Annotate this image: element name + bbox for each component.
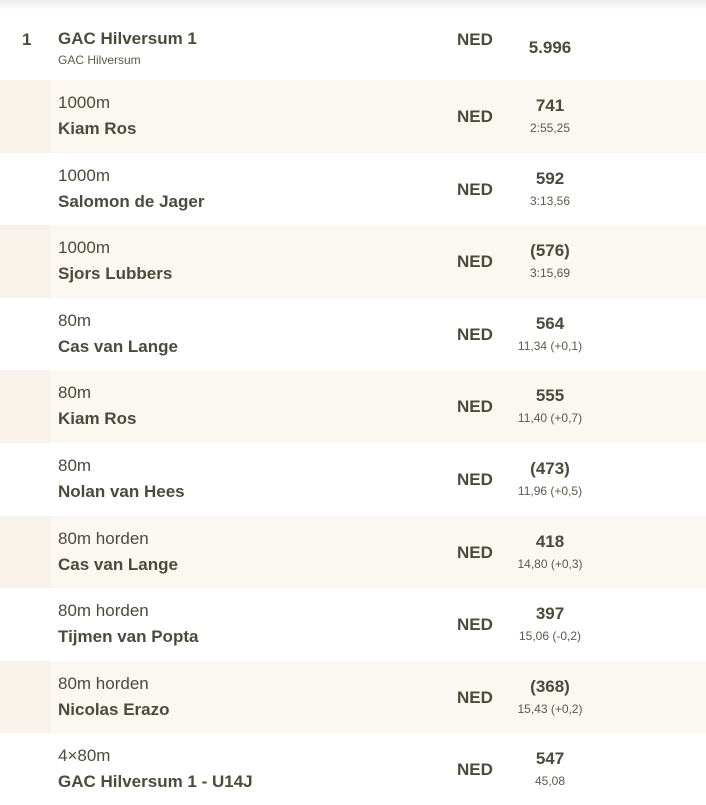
performance: 11,34 (+0,1) xyxy=(517,338,583,353)
result-row[interactable] xyxy=(0,370,706,443)
athlete-country: NED xyxy=(457,687,493,707)
event-name: 80m horden xyxy=(58,601,149,621)
team-country: NED xyxy=(457,30,493,49)
row-content xyxy=(50,443,706,516)
athlete-name[interactable]: Kiam Ros xyxy=(58,409,137,429)
row-content xyxy=(50,661,706,734)
points: (473) xyxy=(530,458,570,478)
result-row[interactable] xyxy=(0,443,706,516)
row-content xyxy=(50,153,706,226)
athlete-country: NED xyxy=(457,615,493,635)
event-name: 80m horden xyxy=(58,528,149,548)
result-row[interactable] xyxy=(0,225,706,298)
team-row[interactable] xyxy=(0,10,706,76)
athlete-name[interactable]: Nolan van Hees xyxy=(58,481,185,501)
points: 397 xyxy=(535,604,565,624)
row-gutter xyxy=(0,80,50,153)
row-gutter xyxy=(0,443,50,516)
event-name: 4×80m xyxy=(58,746,111,766)
row-gutter xyxy=(0,516,50,589)
athlete-name[interactable]: GAC Hilversum 1 - U14J xyxy=(58,772,253,792)
row-gutter xyxy=(0,370,50,443)
athlete-country: NED xyxy=(457,397,493,417)
event-name: 1000m xyxy=(58,238,110,258)
points: 592 xyxy=(535,168,565,188)
event-name: 80m horden xyxy=(58,673,149,693)
team-club: GAC Hilversum xyxy=(58,53,141,67)
points: 555 xyxy=(535,386,565,406)
row-content xyxy=(50,516,706,589)
athlete-country: NED xyxy=(457,469,493,489)
row-content xyxy=(50,80,706,153)
points: 547 xyxy=(535,749,565,769)
performance: 3:13,56 xyxy=(529,193,571,208)
points: (368) xyxy=(530,676,570,696)
points: 418 xyxy=(535,531,565,551)
performance: 45,08 xyxy=(534,774,566,789)
athlete-country: NED xyxy=(457,107,493,126)
result-row[interactable] xyxy=(0,80,706,153)
team-rank: 1 xyxy=(22,30,32,49)
row-content xyxy=(50,370,706,443)
event-name: 1000m xyxy=(58,93,110,112)
result-row[interactable] xyxy=(0,298,706,371)
team-name[interactable]: GAC Hilversum 1 xyxy=(58,29,197,48)
event-name: 1000m xyxy=(58,165,110,185)
athlete-name[interactable]: Tijmen van Popta xyxy=(58,627,199,647)
athlete-name[interactable]: Sjors Lubbers xyxy=(58,264,173,284)
athlete-country: NED xyxy=(457,179,493,199)
athlete-name[interactable]: Nicolas Erazo xyxy=(58,699,170,719)
row-gutter xyxy=(0,298,50,371)
points: 741 xyxy=(535,96,565,115)
event-name: 80m xyxy=(58,455,92,475)
athlete-country: NED xyxy=(457,324,493,344)
team-total-points: 5.996 xyxy=(528,38,572,57)
result-row[interactable] xyxy=(0,733,706,805)
athlete-name[interactable]: Cas van Lange xyxy=(58,336,178,356)
athlete-name[interactable]: Salomon de Jager xyxy=(58,191,205,211)
performance: 3:15,69 xyxy=(529,266,571,281)
performance: 14,80 (+0,3) xyxy=(517,556,583,571)
performance: 11,40 (+0,7) xyxy=(517,411,583,426)
event-name: 80m xyxy=(58,383,92,403)
athlete-country: NED xyxy=(457,542,493,562)
performance: 2:55,25 xyxy=(529,121,571,135)
results-list xyxy=(0,80,706,805)
athlete-country: NED xyxy=(457,252,493,272)
row-content xyxy=(50,733,706,805)
athlete-name[interactable]: Kiam Ros xyxy=(58,119,137,138)
result-row[interactable] xyxy=(0,153,706,226)
performance: 11,96 (+0,5) xyxy=(517,483,583,498)
event-name: 80m xyxy=(58,310,92,330)
row-content xyxy=(50,588,706,661)
header-shadow xyxy=(0,0,706,10)
result-row[interactable] xyxy=(0,588,706,661)
performance: 15,43 (+0,2) xyxy=(517,701,583,716)
athlete-name[interactable]: Cas van Lange xyxy=(58,554,178,574)
row-gutter xyxy=(0,661,50,734)
result-row[interactable] xyxy=(0,661,706,734)
row-content xyxy=(50,225,706,298)
points: 564 xyxy=(535,313,565,333)
points: (576) xyxy=(530,241,570,261)
row-gutter xyxy=(0,225,50,298)
row-gutter xyxy=(0,733,50,805)
performance: 15,06 (-0,2) xyxy=(518,629,582,644)
row-content xyxy=(50,298,706,371)
row-gutter xyxy=(0,153,50,226)
athlete-country: NED xyxy=(457,760,493,780)
row-gutter xyxy=(0,588,50,661)
result-row[interactable] xyxy=(0,516,706,589)
